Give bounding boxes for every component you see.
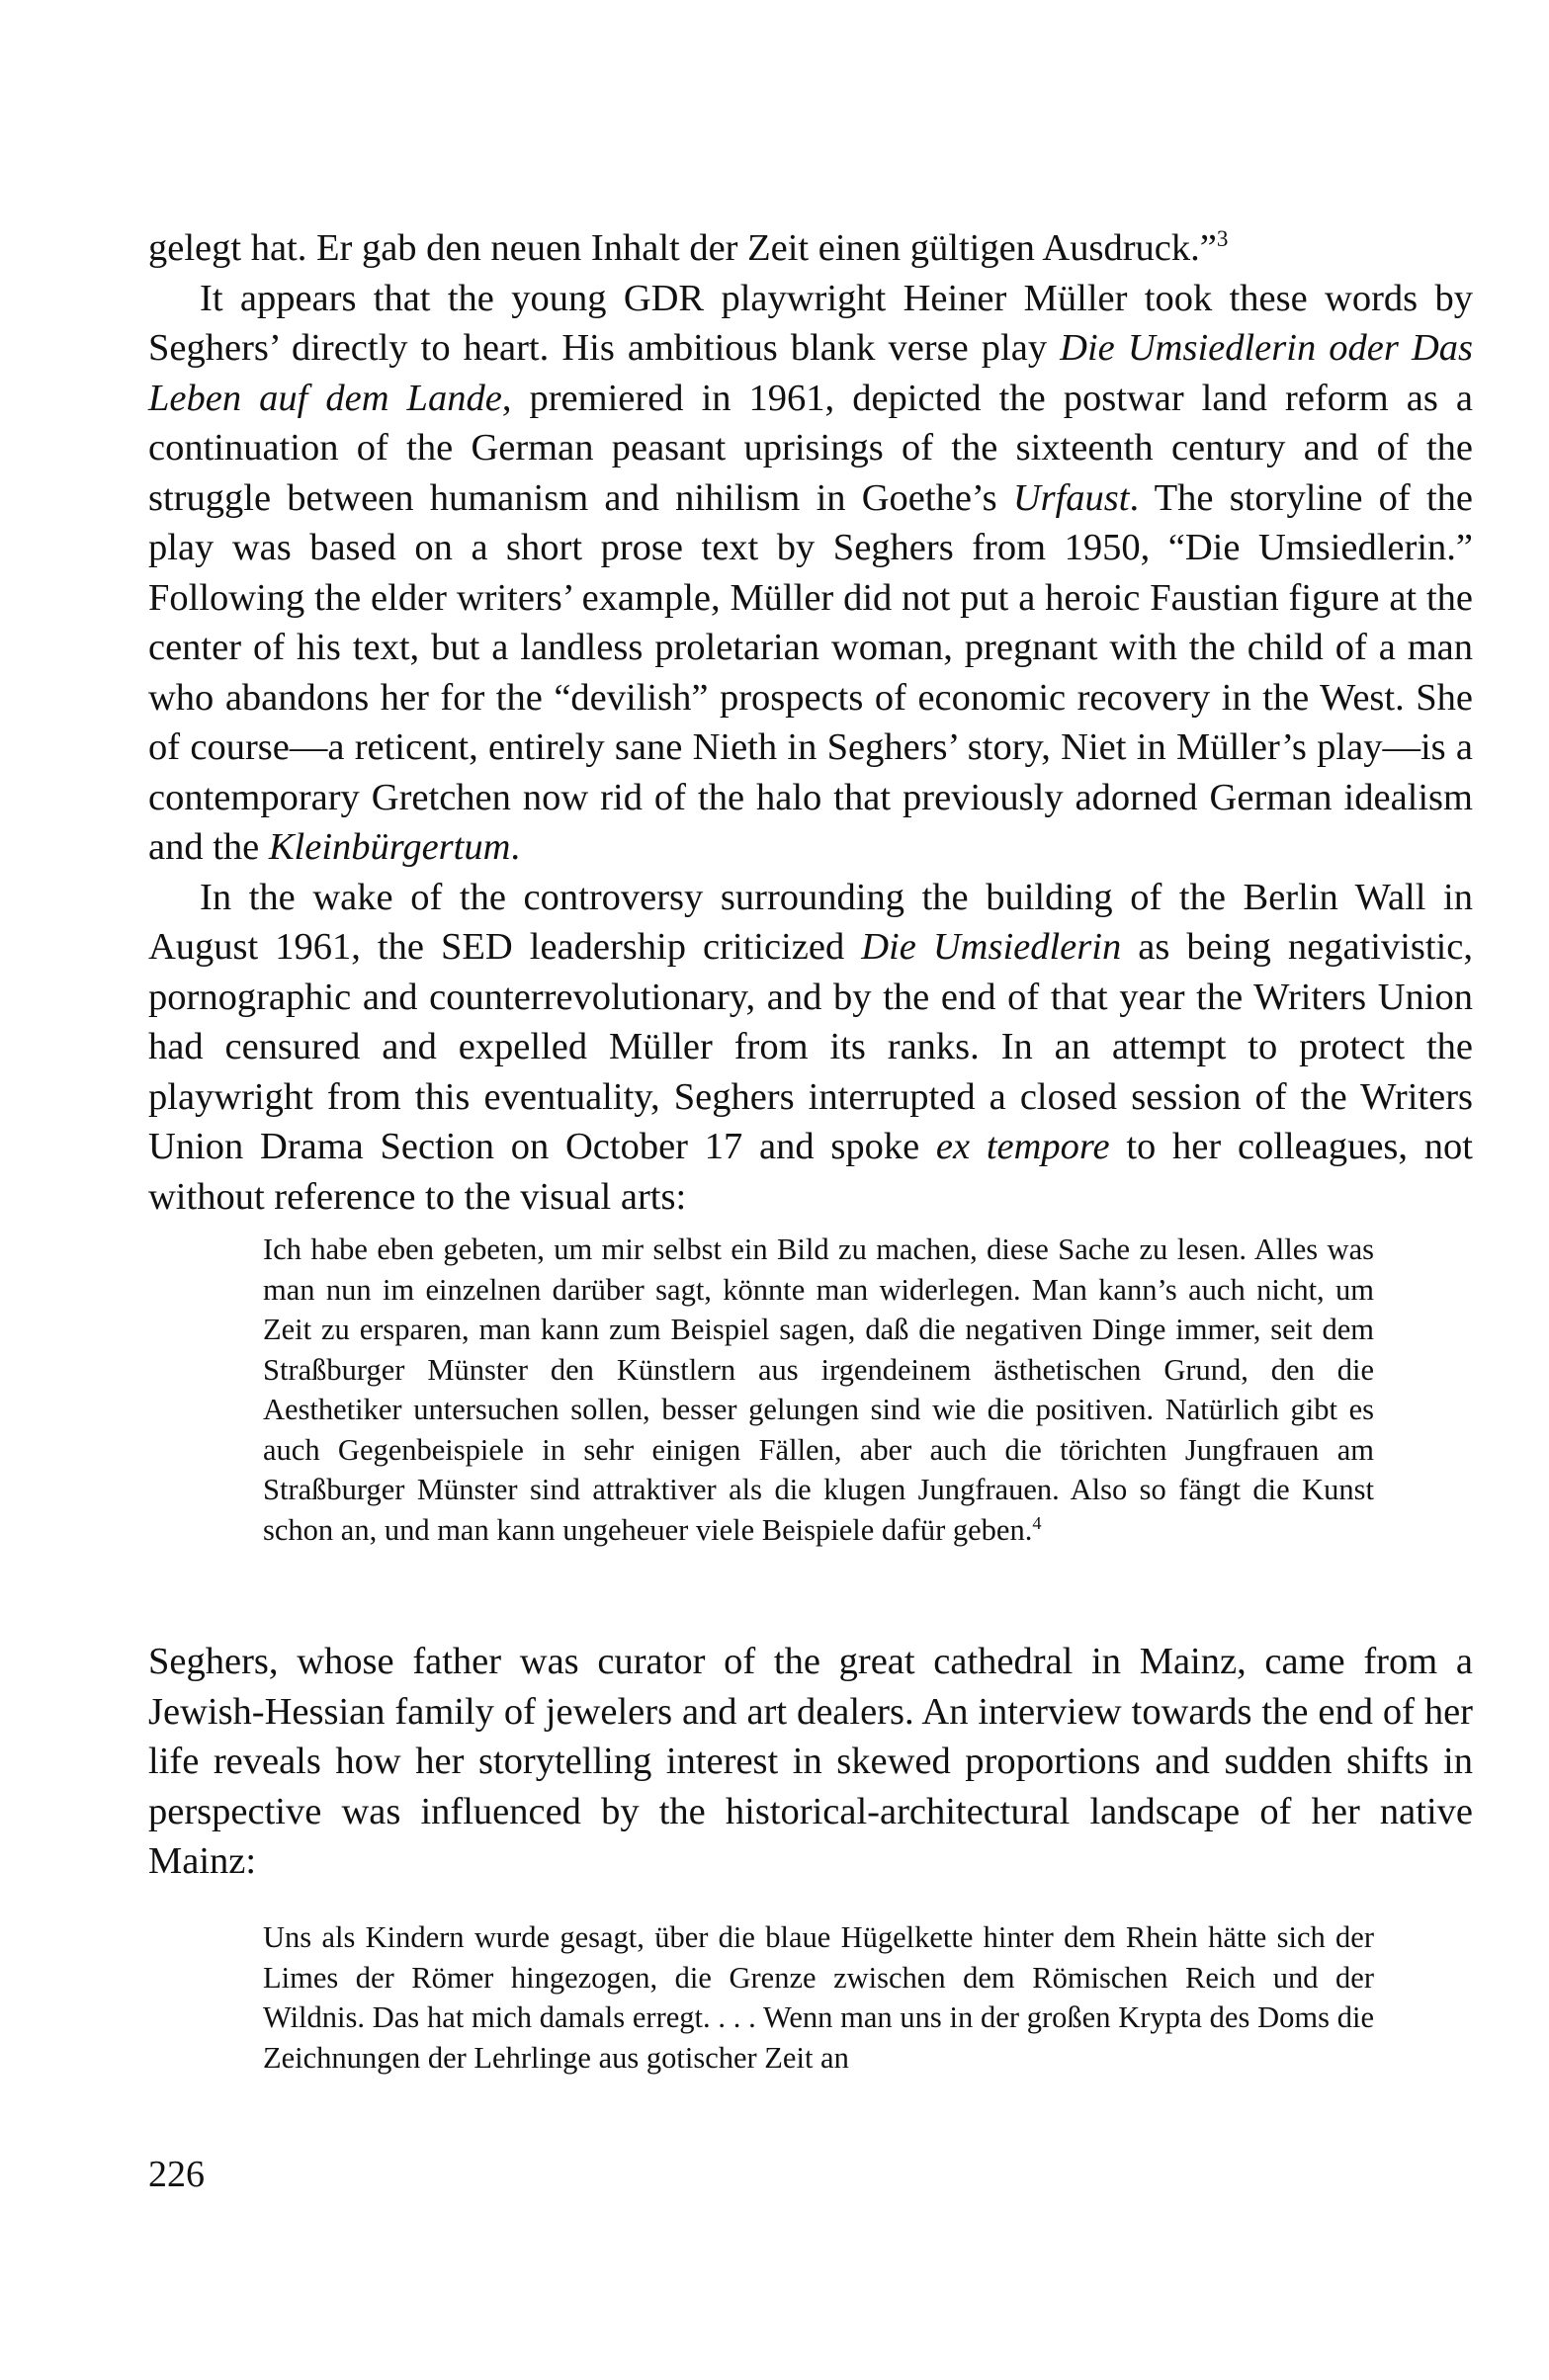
phrase-ex-tempore: ex tempore — [935, 1126, 1110, 1167]
footnote-ref-4: 4 — [1032, 1512, 1042, 1533]
term-kleinburgertum: Kleinbürgertum — [268, 826, 511, 868]
block-quote-seghers: Ich habe eben gebeten, um mir selbst ein Bild zu machen, diese Sache zu lesen. Alles was man nun im einzelnen darüber sagt, könnte man widerlegen. Man kann’s auch nicht, um Zeit zu ersparen, man kann zum Beispiel sagen, daß die negativen Dinge immer, seit dem Straßburger Münster den Künstlern aus irgendeinem ästhetischen Grund, den die Aesthetiker untersuchen sollen, besser gelungen sind wie die positiven. Natürlich gibt es auch Gegenbeispiele in sehr einigen Fällen, aber auch die törichten Jungfrauen am Straßburger Münster sind attraktiver als die klugen Jungfrauen. Also so fängt die Kunst schon an, und man kann ungeheuer viele Beispiele dafür geben.$^4$ — [263, 1232, 1374, 1547]
block-quote-interview: Uns als Kindern wurde gesagt, über die blaue Hügelkette hinter dem Rhein hätte sich der Limes der Römer hingezogen, die Grenze zwischen dem Römischen Reich und der Wildnis. Das hat mich damals erregt. . . . Wenn man uns in der großen Krypta des Doms die Zeichnungen der Lehrlinge aus gotischer Zeit an — [263, 1920, 1374, 2075]
main-text-mainz — [148, 1637, 1473, 1887]
title-die-umsiedlerin: Die Umsiedlerin — [861, 926, 1122, 968]
page-number: 226 — [148, 2154, 205, 2195]
paragraph-continued: gelegt hat. Er gab den neuen Inhalt der Zeit einen gültigen Ausdruck.”$^3$ — [148, 225, 1229, 269]
main-text-top — [148, 223, 1473, 1222]
footnote-ref-3: 3 — [1216, 225, 1229, 252]
paragraph-berlin-wall: In the wake of the controversy surrounding the building of the Berlin Wall in August 1961, the SED leadership criticized Die Umsiedlerin as being negativistic, pornographic and counterrevolutionary, and by the end of that year the Writers Union had censured and expelled Müller from its ranks. In an attempt to protect the playwright from this eventuality, Seghers interrupted a closed session of the Writers Union Drama Section on October 17 and spoke ex tempore to her colleagues, not without reference to the visual arts: — [148, 876, 1474, 1218]
title-die-umsiedlerin-oder: Die Umsiedlerin oder Das Leben auf dem Lande — [148, 327, 1473, 419]
paragraph-umsiedlerin: It appears that the young GDR playwright Heiner Müller took these words by Seghers’ directly to heart. His ambitious blank verse play Die Umsiedlerin oder Das Leben auf dem Lande, premiered in 1961, depicted the postwar land reform as a continuation of the German peasant uprisings of the sixteenth century and of the struggle between humanism and nihilism in Goethe’s Urfaust. The storyline of the play was based on a short prose text by Seghers from 1950, “Die Umsiedlerin.” Following the elder writers’ example, Müller did not put a heroic Faustian figure at the center of his text, but a landless proletarian woman, pregnant with the child of a man who abandons her for the “devilish” prospects of economic recovery in the West. She of course—a reticent, entirely sane Nieth in Seghers’ story, Niet in Müller’s play—is a contemporary Gretchen now rid of the halo that previously adorned German idealism and the Kleinbürgertum. — [148, 277, 1473, 868]
title-urfaust: Urfaust — [1012, 476, 1130, 519]
paragraph-mainz: Seghers, whose father was curator of the great cathedral in Mainz, came from a Jewish-Hessian family of jewelers and art dealers. An interview towards the end of her life reveals how her storytelling interest in skewed proportions and sudden shifts in perspective was influenced by the historical-architectural landscape of her native Mainz: — [148, 1641, 1473, 1882]
